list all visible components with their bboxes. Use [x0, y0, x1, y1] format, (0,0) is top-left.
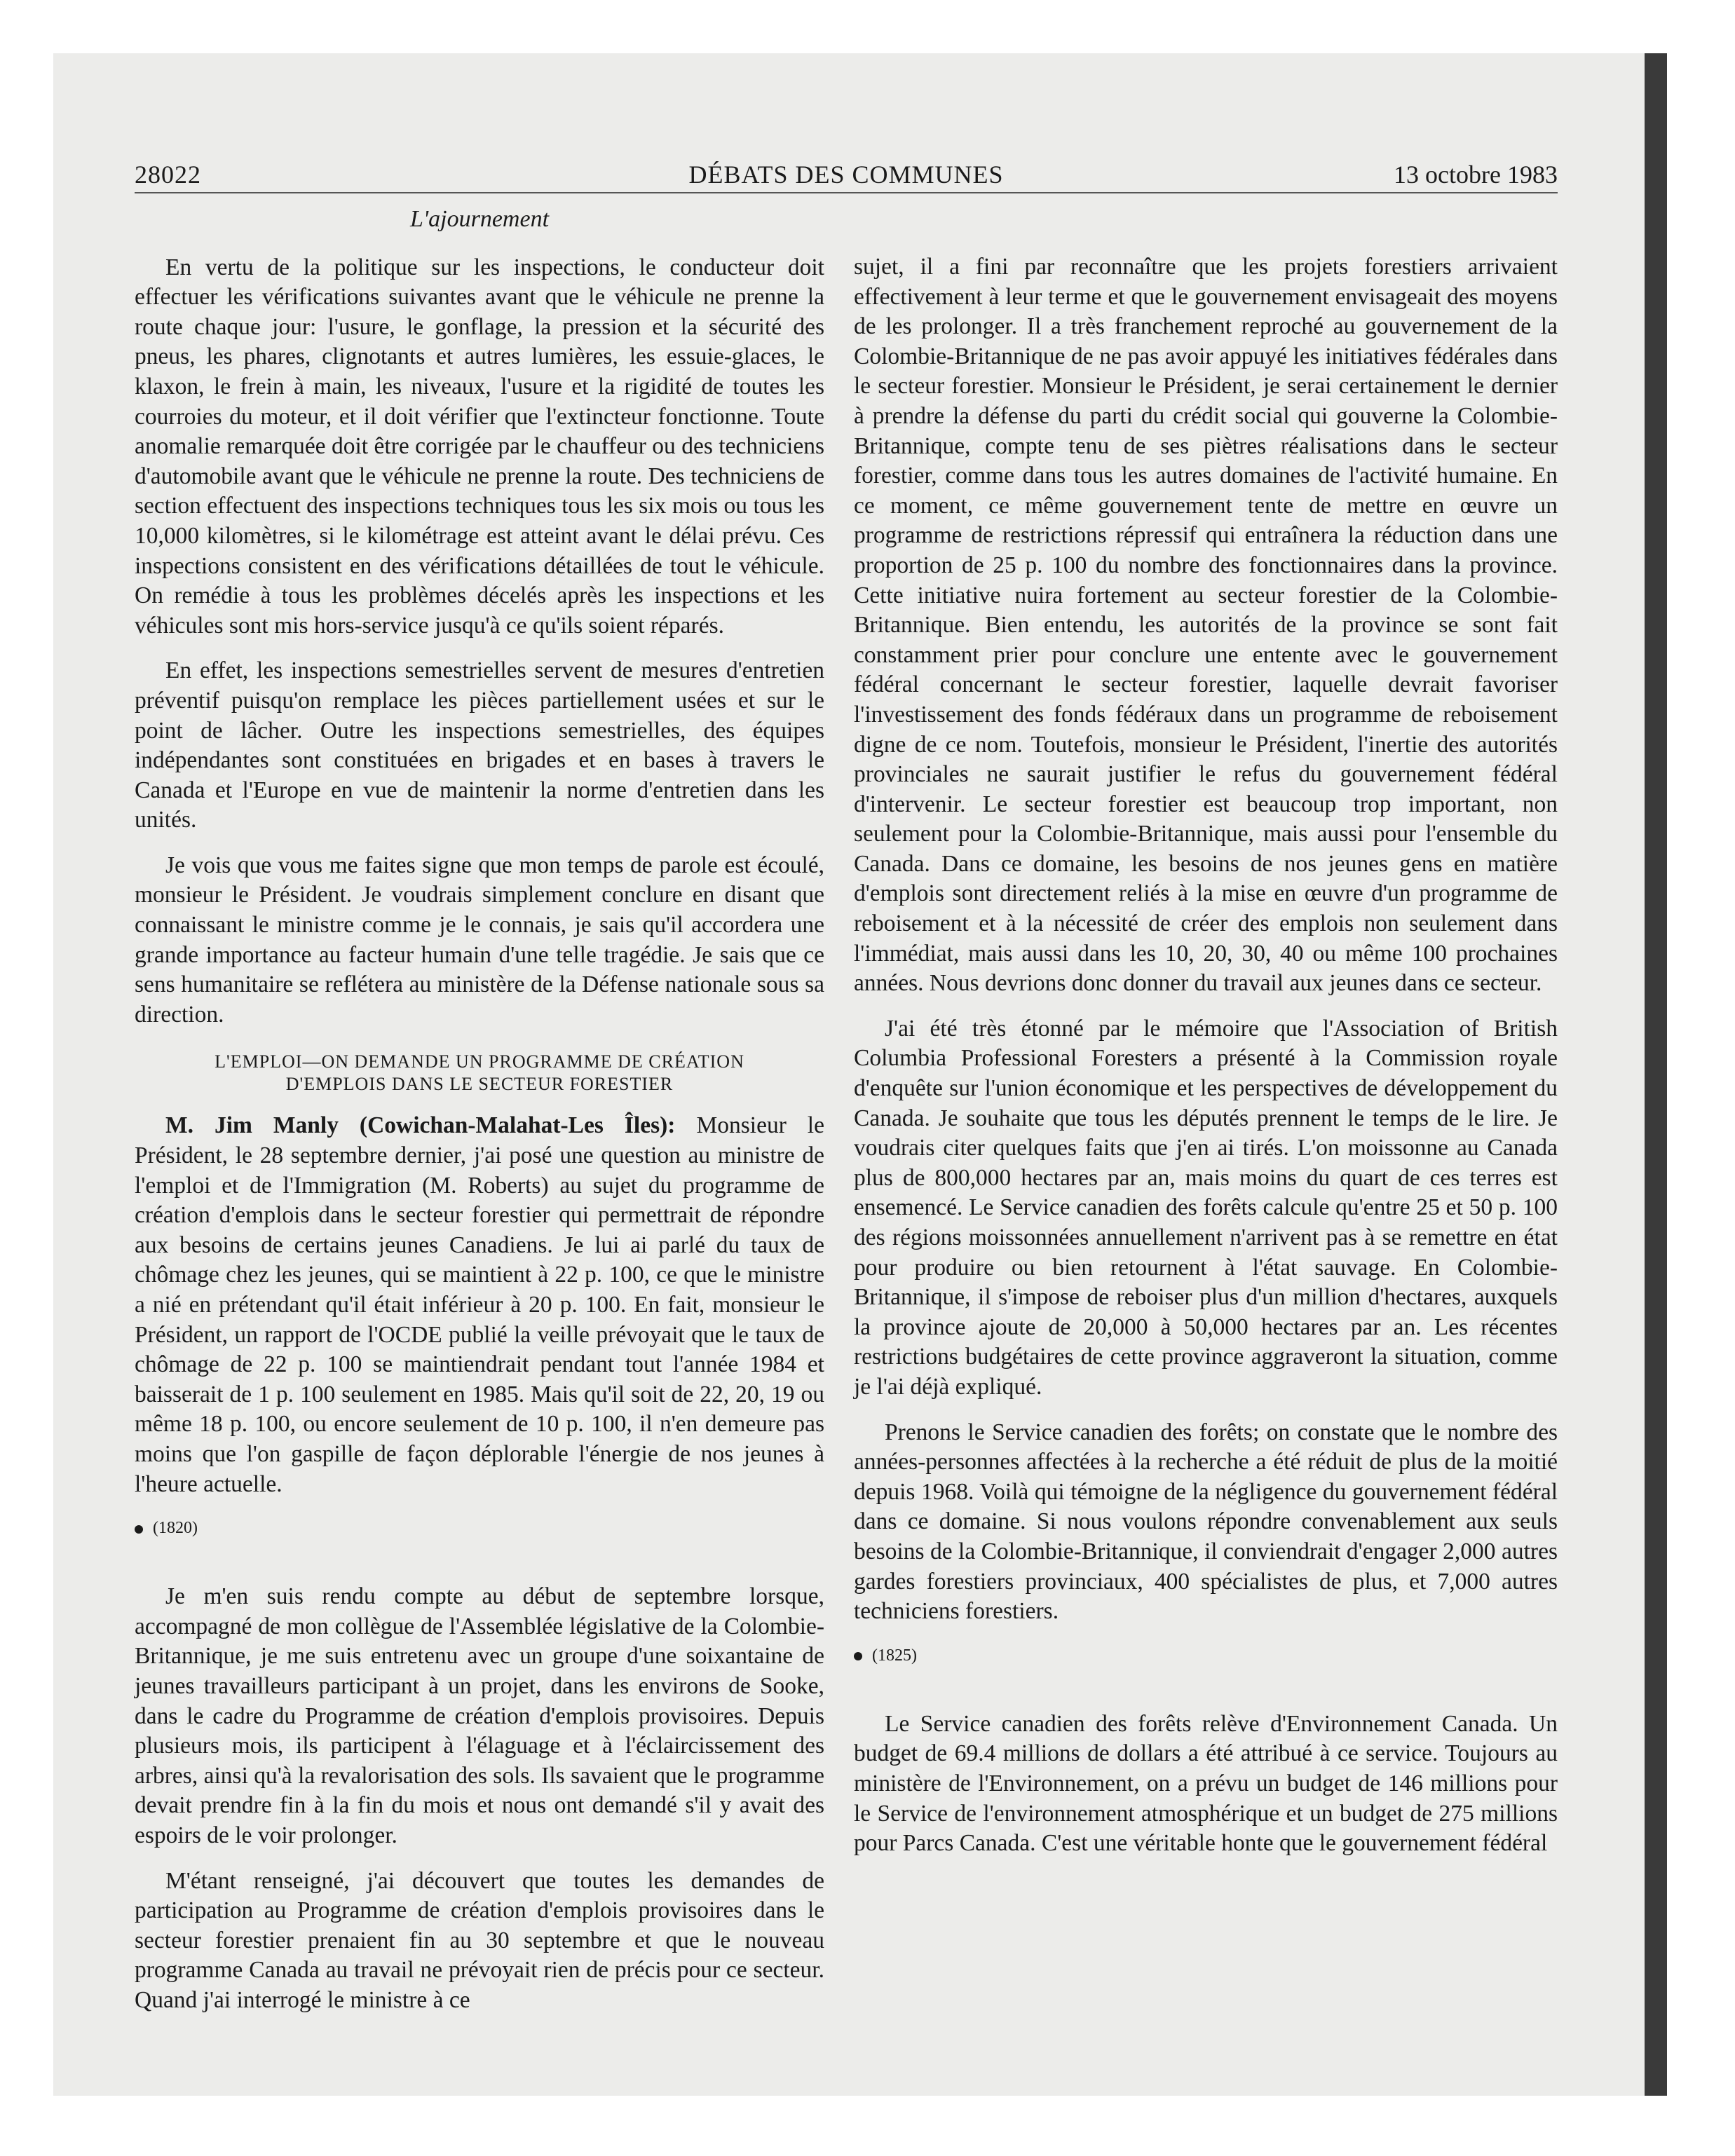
page-header: [135, 158, 1558, 193]
speaker-name: M. Jim Manly (Cowichan-Malahat-Les Îles):: [165, 1112, 676, 1139]
section-title-line: L'EMPLOI—ON DEMANDE UN PROGRAMME DE CRÉATION: [215, 1051, 744, 1072]
time-marker: [854, 1645, 1558, 1666]
paragraph: En vertu de la politique sur les inspections, le conducteur doit effectuer les vérifications suivantes avant que le véhicule ne prenne la route chaque jour: l'usure, le gonflage, la pression et la sécurité des pneus, les phares, clignotants et autres lumières, les essuie-glaces, le klaxon, le frein à main, les niveaux, l'usure et la rigidité de toutes les courroies du moteur, et il doit vérifier que l'extincteur fonctionne. Toute anomalie remarquée doit être corrigée par le chauffeur ou des techniciens d'automobile avant que le véhicule ne prenne la route. Des techniciens de section effectuent des inspections techniques tous les six mois ou tous les 10,000 kilomètres, si le kilométrage est atteint avant le délai prévu. Ces inspections consistent en des vérifications détaillées de tout le véhicule. On remédie à tous les problèmes décelés après les inspections et les véhicules sont mis hors-service jusqu'à ce qu'ils soient réparés.: [135, 254, 824, 639]
right-column: [854, 252, 1558, 1859]
section-title: [135, 1051, 824, 1096]
paragraph: Je m'en suis rendu compte au début de septembre lorsque, accompagné de mon collègue de l'Assemblée législative de la Colombie-Britannique, je me suis entretenu avec un groupe d'une soixantaine de jeunes travailleurs participant à un projet, dans les environs de Sooke, dans le cadre du Programme de création d'emplois provisoires. Depuis plusieurs mois, ils participent à l'élaguage et à l'éclaircissement des arbres, ainsi qu'à la revalorisation des sols. Ils savaient que le programme devait prendre fin à la fin du mois et nous ont demandé s'il y avait des espoirs de le voir prolonger.: [135, 1583, 824, 1848]
timestamp-text: (1825): [872, 1646, 917, 1665]
section-subhead: L'ajournement: [409, 206, 550, 232]
timestamp-text: (1820): [153, 1519, 198, 1538]
page-number: 28022: [135, 161, 201, 189]
paragraph-text: Monsieur le Président, le 28 septembre dernier, j'ai posé une question au ministre de l'emploi et de l'Immigration (M. Roberts) au sujet du programme de création d'emplois dans le secteur forestier qui permettrait de répondre aux besoins de certains jeunes Canadiens. Je lui ai parlé du taux de chômage chez les jeunes, qui se maintient à 22 p. 100, ce que le ministre a nié en prétendant qu'il était inférieur à 20 p. 100. En fait, monsieur le Président, un rapport de l'OCDE publié la veille prévoyait que le taux de chômage de 22 p. 100 se maintiendrait pendant tout l'année 1984 et baisserait de 1 p. 100 seulement en 1985. Mais qu'il soit de 22, 20, 19 ou même 18 p. 100, ou encore seulement de 10 p. 100, il n'en demeure pas moins que l'on gaspille de façon déplorable l'énergie de nos jeunes à l'heure actuelle.: [135, 1112, 824, 1497]
paragraph: sujet, il a fini par reconnaître que les projets forestiers arrivaient effectivement à leur terme et que le gouvernement envisageait des moyens de les prolonger. Il a très franchement reproché au gouvernement de la Colombie-Britannique de ne pas avoir appuyé les initiatives fédérales dans le secteur forestier. Monsieur le Président, je serai certainement le dernier à prendre la défense du parti du crédit social qui gouverne la Colombie-Britannique, compte tenu de ses piètres réalisations dans le secteur forestier, comme dans tous les autres domaines de l'activité humaine. En ce moment, ce même gouvernement tente de mettre en œuvre un programme de restrictions répressif qui entraînera la réduction dans une proportion de 25 p. 100 du nombre des fonctionnaires dans la province. Cette initiative nuira fortement au secteur forestier de la Colombie-Britannique. Bien entendu, les autorités de la province se sont fait constamment prier pour conclure une entente avec le gouvernement fédéral concernant le secteur forestier, laquelle devrait favoriser l'investissement des fonds fédéraux dans un programme de reboisement digne de ce nom. Toutefois, monsieur le Président, l'inertie des autorités provinciales ne saurait justifier le refus du gouvernement fédéral d'intervenir. Le secteur forestier est beaucoup trop important, non seulement pour la Colombie-Britannique, mais aussi pour l'ensemble du Canada. Dans ce domaine, les besoins de nos jeunes gens en matière d'emplois sont directement reliés à la mise en œuvre d'un programme de reboisement et à la nécessité de créer des emplois non seulement dans l'immédiat, mais aussi dans les 10, 20, 30, 40 ou même 100 prochaines années. Nous devrions donc donner du travail aux jeunes dans ce secteur.: [854, 254, 1558, 997]
paragraph: J'ai été très étonné par le mémoire que l'Association of British Columbia Professional Foresters a présenté à la Commission royale d'enquête sur l'union économique et les perspectives de développement du Canada. Je souhaite que tous les députés prennent le temps de le lire. Je voudrais citer quelques faits que j'en ai tirés. L'on moissonne au Canada plus de 800,000 hectares par an, mais moins du quart de ces terres est ensemencé. Le Service canadien des forêts calcule qu'entre 25 et 50 p. 100 des régions moissonnées annuellement n'arrivent pas à se remettre en état pour produire ou bien retournent à l'état sauvage. En Colombie-Britannique, il s'impose de reboiser plus d'un million d'hectares, auxquels la province ajoute de 20,000 à 50,000 hectares par an. Les récentes restrictions budgétaires de cette province aggraveront la situation, comme je l'ai déjà expliqué.: [854, 1015, 1558, 1400]
speaker-paragraph: [135, 1111, 824, 1499]
page-date: 13 octobre 1983: [1394, 161, 1558, 189]
paragraph: Prenons le Service canadien des forêts; on constate que le nombre des années-personnes affectées à la recherche a été réduit de plus de la moitié depuis 1968. Voilà qui témoigne de la négligence du gouvernement fédéral dans ce domaine. Si nous voulons répondre convenablement aux seuls besoins de la Colombie-Britannique, il conviendrait d'engager 2,000 autres gardes forestiers provinciaux, 400 spécialistes de plus, et 7,000 autres techniciens forestiers.: [854, 1419, 1558, 1625]
paragraph: En effet, les inspections semestrielles servent de mesures d'entretien préventif puisqu'on remplace les pièces partiellement usées et sur le point de lâcher. Outre les inspections semestrielles, des équipes indépendantes sont constituées en brigades et en bases à travers le Canada et l'Europe en vue de maintenir la norme d'entretien dans les unités.: [135, 657, 824, 833]
paragraph: M'étant renseigné, j'ai découvert que toutes les demandes de participation au Programme de création d'emplois provisoires dans le secteur forestier prenaient fin au 30 septembre et que le nouveau programme Canada au travail ne prévoyait rien de précis pour ce secteur. Quand j'ai interrogé le ministre à ce: [135, 1867, 824, 2013]
time-marker: [135, 1517, 824, 1538]
left-column: [135, 205, 824, 2015]
bullet-icon: [135, 1525, 143, 1534]
paragraph: Je vois que vous me faites signe que mon temps de parole est écoulé, monsieur le Président. Je voudrais simplement conclure en disant que connaissant le ministre comme je le connais, je sais qu'il accordera une grande importance au facteur humain d'une telle tragédie. Je sais que ce sens humanitaire se reflétera au ministère de la Défense nationale sous sa direction.: [135, 852, 824, 1028]
section-title-line: D'EMPLOIS DANS LE SECTEUR FORESTIER: [285, 1074, 674, 1095]
page-binding-edge: [1645, 53, 1667, 2096]
publication-title: DÉBATS DES COMMUNES: [688, 161, 1004, 189]
paragraph: Le Service canadien des forêts relève d'Environnement Canada. Un budget de 69.4 millions de dollars a été attribué à ce service. Toujours au ministère de l'Environnement, on a prévu un budget de 146 millions pour le Service de l'environnement atmosphérique et un budget de 275 millions pour Parcs Canada. C'est une véritable honte que le gouvernement fédéral: [854, 1710, 1558, 1857]
bullet-icon: [854, 1652, 862, 1660]
